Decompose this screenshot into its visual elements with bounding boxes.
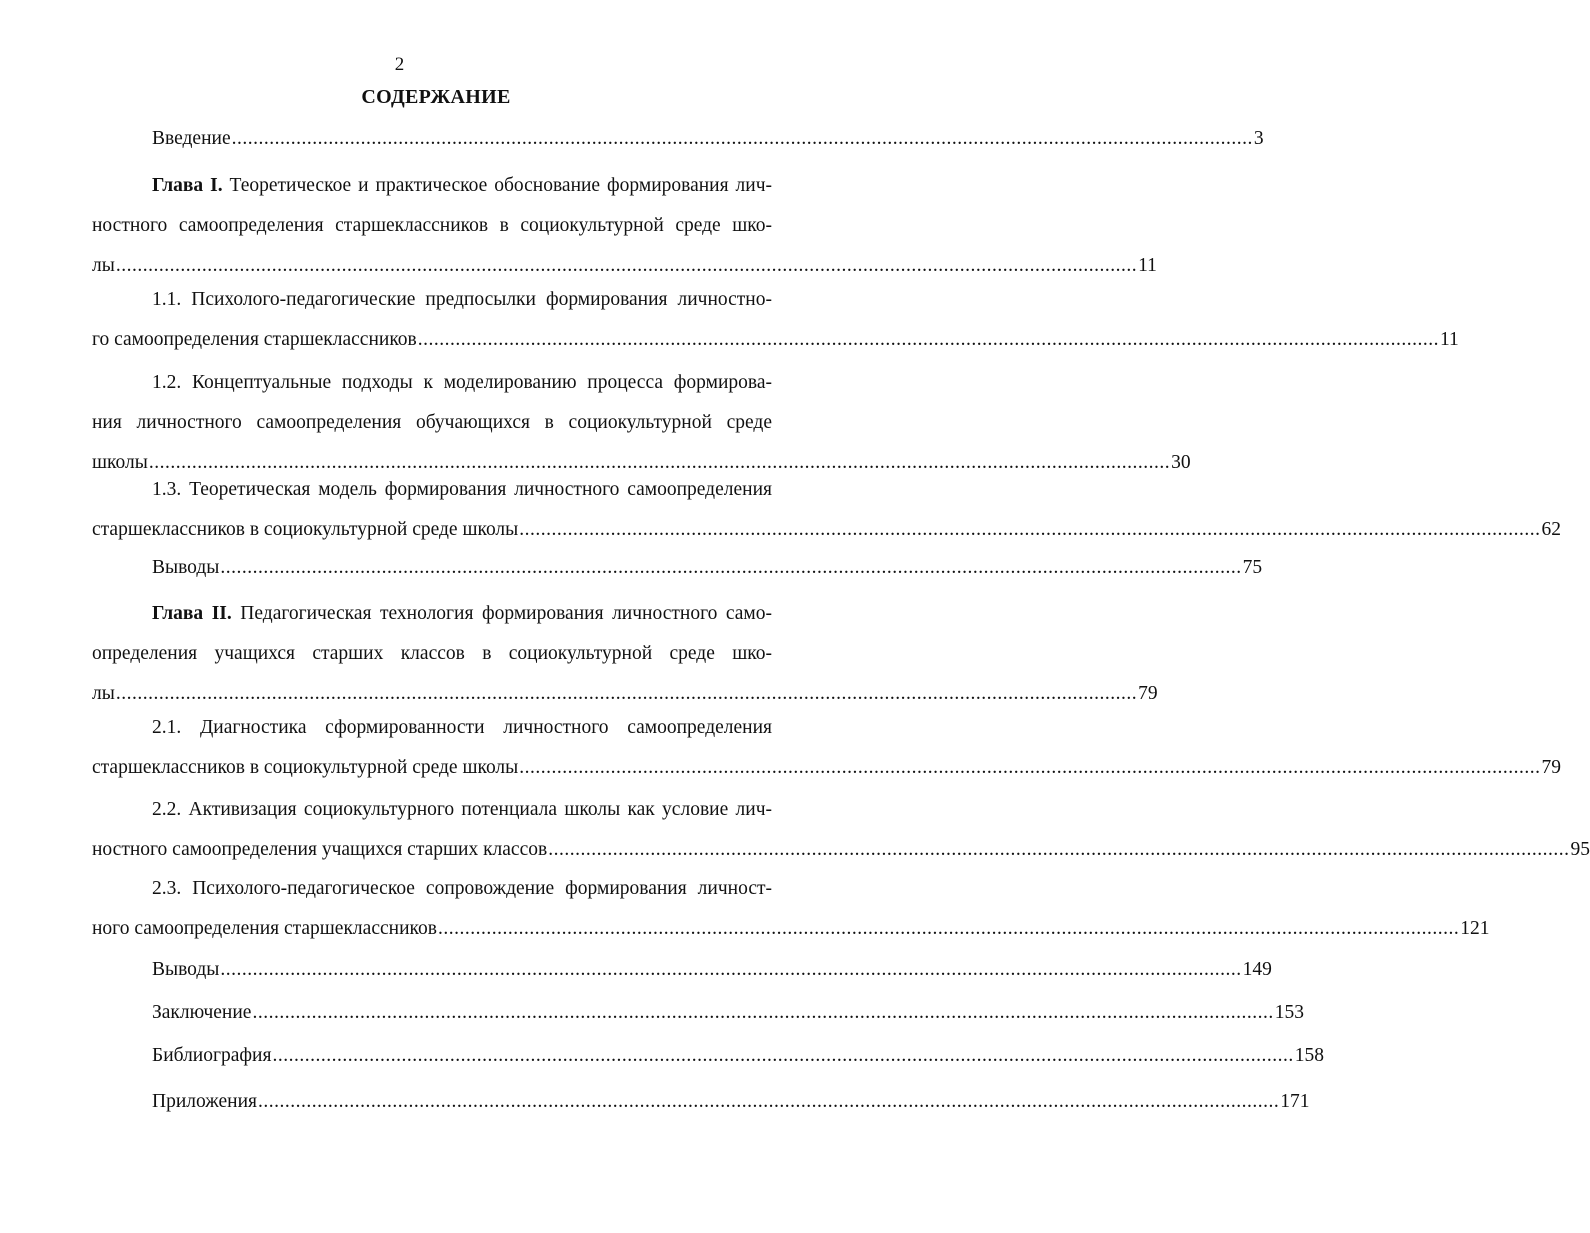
dot-leader: ..............................................................................................................................................................................................: [257, 1091, 1280, 1112]
page-title: СОДЕРЖАНИЕ: [361, 86, 511, 108]
toc-entry-text: Педагогическая технология формирования личностного само-: [240, 603, 773, 624]
toc-entry-bibliography[interactable]: [92, 1036, 1324, 1076]
toc-entry-label: Выводы: [152, 557, 220, 578]
toc-entry-text: 1.1. Психолого-педагогические предпосылки формирования личностно-: [152, 289, 772, 310]
toc-entry-chapter-2[interactable]: [92, 594, 1158, 714]
dot-leader: ..............................................................................................................................................................................................: [437, 918, 1460, 939]
toc-entry-text: Теоретическое и практическое обоснование формирования лич-: [229, 175, 772, 196]
toc-entry-label: Выводы: [152, 959, 220, 980]
toc-page-number: 11: [1138, 255, 1157, 276]
toc-entry-text: старшеклассников в социокультурной среде школы: [92, 757, 519, 778]
dot-leader: ..............................................................................................................................................................................................: [519, 757, 1541, 778]
toc-entry-label: Введение: [152, 128, 231, 149]
toc-entry-appendix[interactable]: [92, 1082, 1310, 1122]
toc-page-number: 75: [1242, 557, 1263, 578]
dot-leader: ..............................................................................................................................................................................................: [272, 1045, 1294, 1066]
toc-entry-section-2-2[interactable]: [92, 790, 1590, 870]
dot-leader: ..............................................................................................................................................................................................: [417, 329, 1440, 350]
dot-leader: ..............................................................................................................................................................................................: [548, 839, 1570, 860]
toc-entry-section-2-1[interactable]: [92, 708, 1562, 788]
toc-entry-text: ного самоопределения старшеклассников: [92, 918, 437, 939]
toc-entry-section-2-3[interactable]: [92, 869, 1490, 949]
toc-entry-text: ностного самоопределения старшеклассников в социокультурной среде шко-: [92, 215, 772, 236]
dot-leader: ..............................................................................................................................................................................................: [115, 683, 1138, 704]
toc-entry-section-1-3[interactable]: [92, 470, 1562, 550]
toc-entry-text: ностного самоопределения учащихся старших классов: [92, 839, 548, 860]
toc-page-number: 171: [1280, 1091, 1310, 1112]
toc-entry-label: Библиография: [152, 1045, 272, 1066]
toc-page-number: 153: [1274, 1002, 1304, 1023]
dot-leader: ..............................................................................................................................................................................................: [148, 452, 1171, 473]
dot-leader: ..............................................................................................................................................................................................: [519, 519, 1541, 540]
toc-page-number: 158: [1294, 1045, 1324, 1066]
toc-entry-conclusions-2[interactable]: [92, 950, 1272, 990]
toc-page-number: 30: [1171, 452, 1191, 473]
toc-page-number: 3: [1253, 128, 1264, 149]
toc-entry-text: ния личностного самоопределения обучающихся в социокультурной среде: [92, 412, 772, 433]
toc-entry-text: лы: [92, 255, 115, 276]
dot-leader: ..............................................................................................................................................................................................: [252, 1002, 1274, 1023]
dot-leader: ..............................................................................................................................................................................................: [231, 128, 1253, 149]
dot-leader: ..............................................................................................................................................................................................: [220, 557, 1242, 578]
toc-entry-chapter-1[interactable]: [92, 166, 1157, 286]
toc-entry-text: школы: [92, 452, 148, 473]
toc-entry-text: определения учащихся старших классов в социокультурной среде шко-: [92, 643, 772, 664]
toc-entry-conclusions-1[interactable]: [92, 548, 1263, 588]
dot-leader: ..............................................................................................................................................................................................: [220, 959, 1242, 980]
toc-entry-label: Приложения: [152, 1091, 257, 1112]
toc-entry-text: лы: [92, 683, 115, 704]
toc-page-number: 11: [1440, 329, 1459, 350]
toc-entry-text: 1.3. Теоретическая модель формирования личностного самоопределения: [152, 479, 772, 500]
toc-entry-text: 2.3. Психолого-педагогическое сопровождение формирования личност-: [152, 878, 772, 899]
toc-page-number: 121: [1460, 918, 1490, 939]
toc-page-number: 79: [1138, 683, 1158, 704]
toc-page-number: 149: [1242, 959, 1272, 980]
toc-page-number: 62: [1541, 519, 1562, 540]
toc-entry-conclusion[interactable]: [92, 993, 1304, 1033]
toc-entry-section-1-1[interactable]: [92, 280, 1459, 360]
page-number: 2: [394, 54, 405, 75]
chapter-label: Глава I.: [152, 175, 223, 196]
toc-entry-intro[interactable]: [92, 119, 1264, 159]
toc-entry-text: старшеклассников в социокультурной среде школы: [92, 519, 519, 540]
toc-entry-label: Заключение: [152, 1002, 252, 1023]
toc-page-number: 95: [1570, 839, 1590, 860]
toc-entry-text: 2.2. Активизация социокультурного потенциала школы как условие лич-: [152, 799, 772, 820]
toc-entry-text: 2.1. Диагностика сформированности личностного самоопределения: [152, 717, 772, 738]
chapter-label: Глава II.: [152, 603, 232, 624]
toc-entry-text: 1.2. Концептуальные подходы к моделированию процесса формирова-: [152, 372, 772, 393]
dot-leader: ..............................................................................................................................................................................................: [115, 255, 1138, 276]
toc-page-number: 79: [1541, 757, 1562, 778]
toc-entry-section-1-2[interactable]: [92, 363, 1191, 483]
toc-entry-text: го самоопределения старшеклассников: [92, 329, 417, 350]
